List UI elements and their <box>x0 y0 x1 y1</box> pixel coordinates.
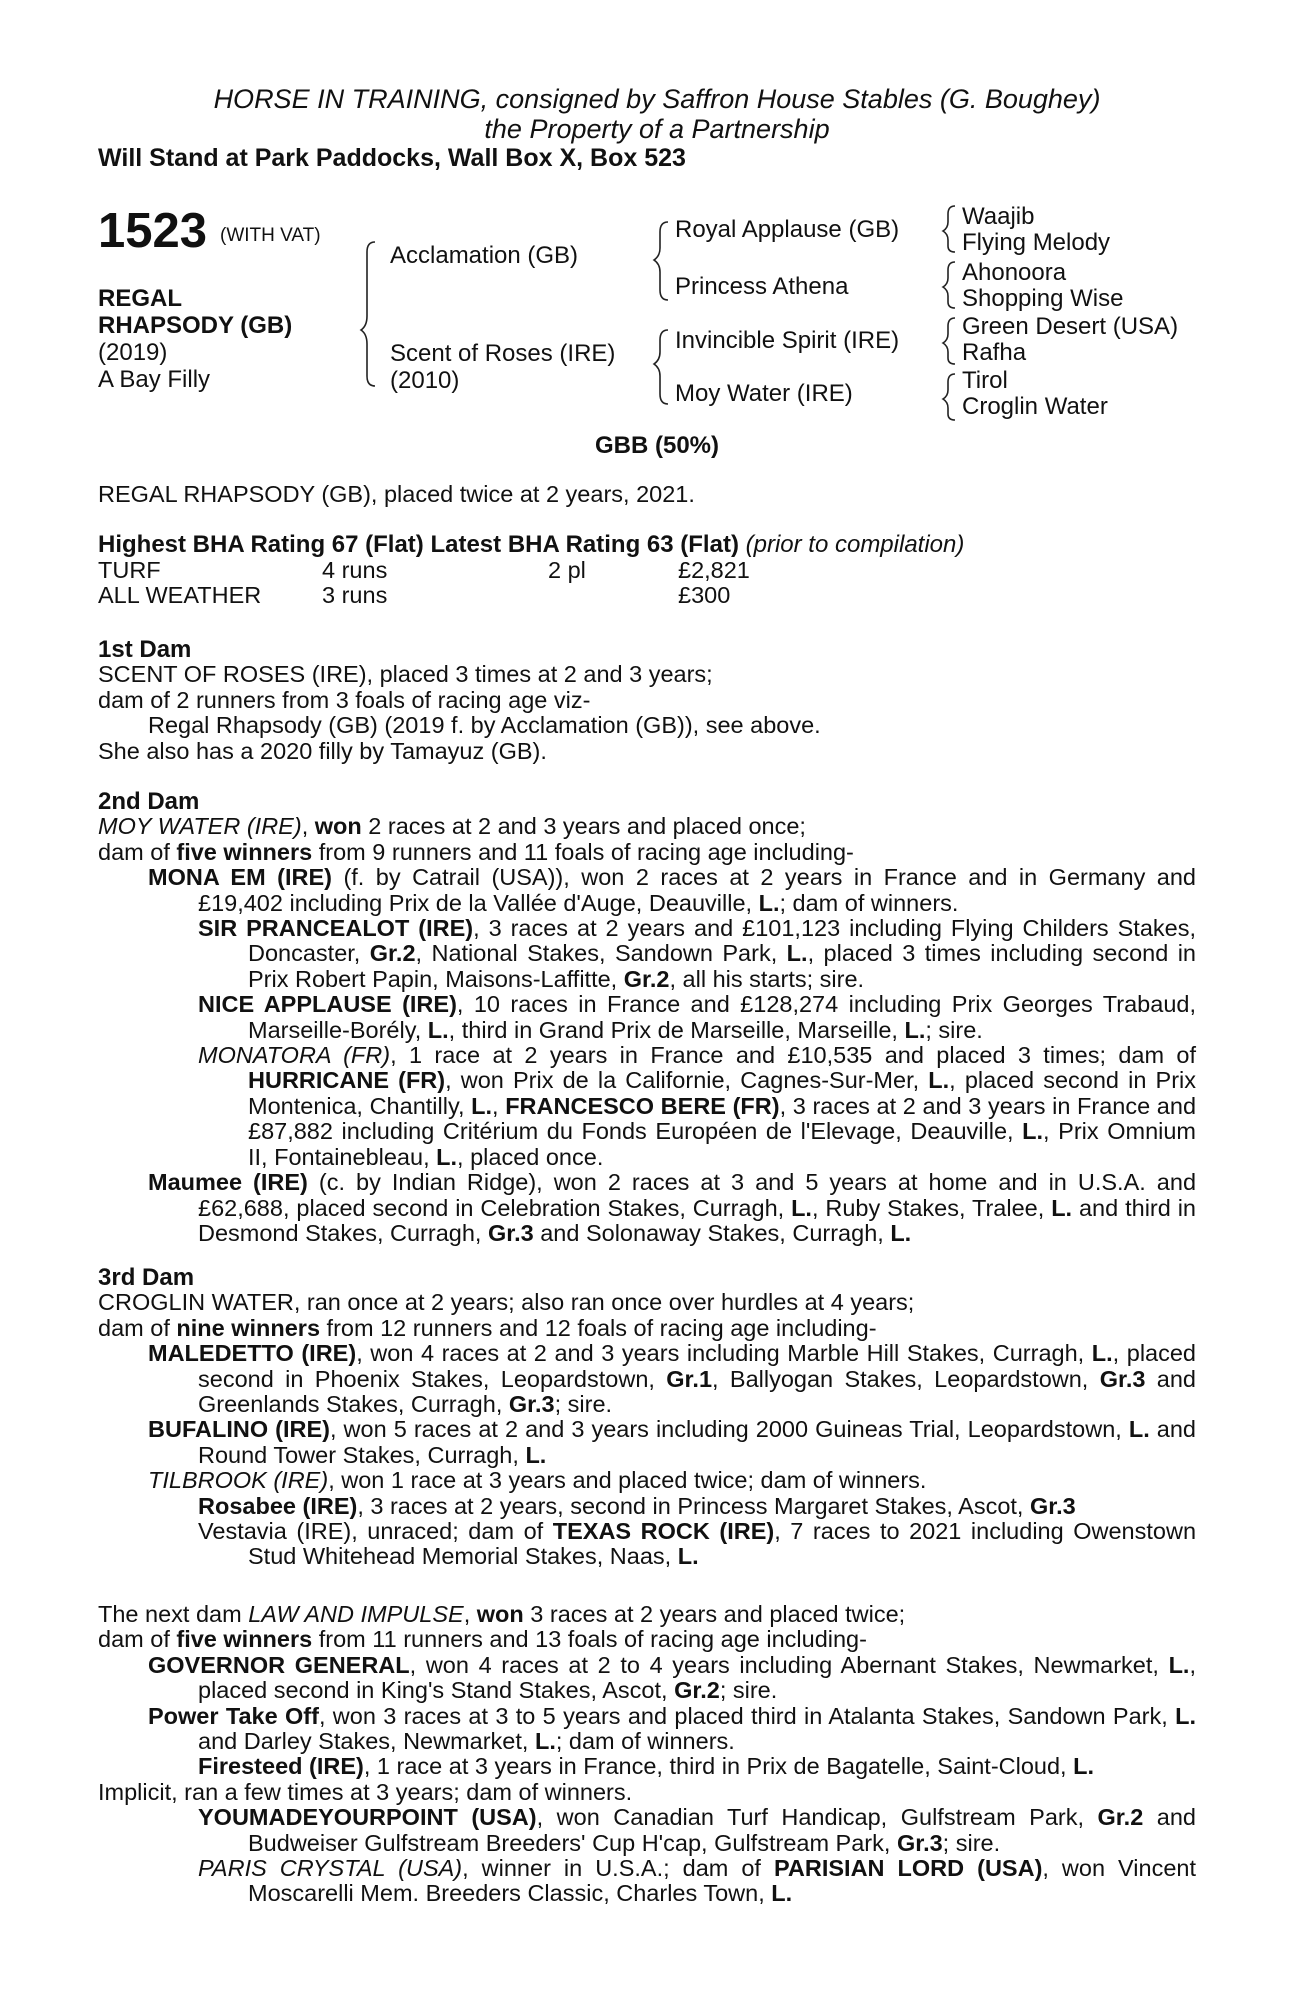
brace-dd <box>943 374 955 420</box>
next-dam-section <box>98 1602 1196 1907</box>
consignor-line: HORSE IN TRAINING, consigned by Saffron House Stables (G. Boughey) <box>213 84 1101 114</box>
ds-sire: Green Desert (USA) <box>962 313 1179 340</box>
first-dam-line3: Regal Rhapsody (GB) (2019 f. by Acclamation (GB)), see above. <box>148 712 821 739</box>
location-line: Will Stand at Park Paddocks, Wall Box X, Box 523 <box>98 144 686 172</box>
first-dam-line2: dam of 2 runners from 3 foals of racing age viz- <box>98 686 591 713</box>
sire-sire: Royal Applause (GB) <box>675 216 900 243</box>
dam-sire: Invincible Spirit (IRE) <box>675 327 900 354</box>
produce-maumee: Maumee (IRE) (c. by Indian Ridge), won 2 races at 3 and 5 years at home and in U.S.A. and £62,688, placed second in Celebration Stakes, Curragh, L., Ruby Stakes, Tralee, L. and third in Desmond Stakes, Curragh, Gr.3 and Solonaway Stakes, Curragh, L. <box>148 1169 1197 1246</box>
first-dam-line1: SCENT OF ROSES (IRE), placed 3 times at 2 and 3 years; <box>98 661 713 688</box>
third-dam-produce: dam of nine winners from 12 runners and 12 foals of racing age including- <box>98 1314 877 1341</box>
produce-implicit: Implicit, ran a few times at 3 years; dam of winners. <box>98 1778 633 1805</box>
produce-mona-em: MONA EM (IRE) (f. by Catrail (USA)), won 2 races at 2 years in France and in Germany and £19,402 including Prix de la Vallée d'Auge, Deauville, L.; dam of winners. <box>148 864 1197 916</box>
brace-dam <box>654 330 668 404</box>
first-dam-line4: She also has a 2020 filly by Tamayuz (GB). <box>98 737 547 764</box>
summary-and-rating <box>98 482 1196 609</box>
all-weather-row: ALL WEATHER 3 runs £300 <box>98 582 731 609</box>
sd-dam: Shopping Wise <box>962 285 1124 312</box>
produce-tilbrook: TILBROOK (IRE), won 1 race at 3 years and placed twice; dam of winners. <box>148 1467 927 1494</box>
brace-main <box>361 242 375 386</box>
property-line: the Property of a Partnership <box>484 114 830 144</box>
third-dam-heading: 3rd Dam <box>98 1264 195 1291</box>
sd-sire: Ahonoora <box>962 259 1067 286</box>
produce-firesteed: Firesteed (IRE), 1 race at 3 years in France, third in Prix de Bagatelle, Saint-Cloud, L. <box>198 1753 1095 1780</box>
first-dam-heading: 1st Dam <box>98 636 192 663</box>
sire-dam: Princess Athena <box>675 273 849 300</box>
gbb-percentage: GBB (50%) <box>594 432 720 459</box>
ss-dam: Flying Melody <box>962 229 1111 256</box>
brace-ss <box>943 206 955 252</box>
ds-dam: Rafha <box>962 339 1027 366</box>
produce-nice-applause: NICE APPLAUSE (IRE), 10 races in France and £128,274 including Prix Georges Trabaud, Marseille-Borély, L., third in Grand Prix de Marseille, Marseille, L.; sire. <box>198 991 1196 1043</box>
horse-description: A Bay Filly <box>98 366 211 393</box>
dam-name: Scent of Roses (IRE) <box>390 340 616 367</box>
brace-sd <box>943 262 955 308</box>
produce-monatora: MONATORA (FR), 1 race at 2 years in France and £10,535 and placed 3 times; dam of HURRICANE (FR), won Prix de la Californie, Cagnes-Sur-Mer, L., placed second in Prix Montenica, Chantilly, L., FRANCESCO BERE (FR), 3 races at 2 and 3 years in France and £87,882 including Critérium du Fonds Européen de l'Elevage, Deauville, L., Prix Omnium II, Fontainebleau, L., placed once. <box>198 1042 1197 1170</box>
horse-name-line1: REGAL <box>98 285 182 312</box>
third-dam-intro: CROGLIN WATER, ran once at 2 years; also ran once over hurdles at 4 years; <box>98 1289 915 1316</box>
third-dam-section <box>98 1265 1196 1570</box>
produce-vestavia: Vestavia (IRE), unraced; dam of TEXAS ROCK (IRE), 7 races to 2021 including Owenstown Stud Whitehead Memorial Stakes, Naas, L. <box>198 1518 1197 1570</box>
rating-heading: Highest BHA Rating 67 (Flat) Latest BHA Rating 63 (Flat) (prior to compilation) <box>98 531 965 559</box>
produce-power-take-off: Power Take Off, won 3 races at 3 to 5 years and placed third in Atalanta Stakes, Sandown Park, L. and Darley Stakes, Newmarket, L.; dam of winners. <box>148 1702 1196 1755</box>
first-dam-section <box>98 637 1196 764</box>
dd-sire: Tirol <box>962 367 1008 394</box>
second-dam-intro: MOY WATER (IRE), won 2 races at 2 and 3 years and placed once; <box>98 813 806 840</box>
brace-sire <box>654 222 668 300</box>
dam-dam: Moy Water (IRE) <box>675 380 853 407</box>
next-dam-intro: The next dam LAW AND IMPULSE, won 3 races at 2 years and placed twice; <box>98 1601 906 1627</box>
turf-row: TURF 4 runs 2 pl £2,821 <box>98 556 750 583</box>
produce-governor-general: GOVERNOR GENERAL, won 4 races at 2 to 4 years including Abernant Stakes, Newmarket, L., placed second in King's Stand Stakes, Ascot, Gr.2; sire. <box>148 1651 1196 1704</box>
brace-ds <box>943 318 955 364</box>
produce-youmadeyourpoint: YOUMADEYOURPOINT (USA), won Canadian Turf Handicap, Gulfstream Park, Gr.2 and Budweiser Gulfstream Breeders' Cup H'cap, Gulfstream Park, Gr.3; sire. <box>198 1804 1196 1856</box>
next-dam-produce: dam of five winners from 11 runners and 13 foals of racing age including- <box>98 1626 867 1653</box>
produce-sir-prancealot: SIR PRANCEALOT (IRE), 3 races at 2 years and £101,123 including Flying Childers Stakes, Doncaster, Gr.2, National Stakes, Sandown Park, L., placed 3 times including second in Prix Robert Papin, Maisons-Laffitte, Gr.2, all his starts; sire. <box>198 915 1196 992</box>
pedigree-braces <box>0 0 1314 450</box>
vat-note: (WITH VAT) <box>220 225 321 246</box>
second-dam-section <box>98 789 1196 1246</box>
ss-sire: Waajib <box>962 203 1035 230</box>
dd-dam: Croglin Water <box>962 393 1108 420</box>
race-summary: REGAL RHAPSODY (GB), placed twice at 2 years, 2021. <box>98 481 695 507</box>
second-dam-produce: dam of five winners from 9 runners and 11 foals of racing age including- <box>98 838 854 865</box>
produce-rosabee: Rosabee (IRE), 3 races at 2 years, second in Princess Margaret Stakes, Ascot, Gr.3 <box>198 1492 1076 1519</box>
dam-year: (2010) <box>390 367 460 394</box>
produce-maledetto: MALEDETTO (IRE), won 4 races at 2 and 3 years including Marble Hill Stakes, Curragh, L., placed second in Phoenix Stakes, Leopardstown, Gr.1, Ballyogan Stakes, Leopardstown, Gr.3 and Greenlands Stakes, Curragh, Gr.3; sire. <box>148 1340 1197 1418</box>
produce-paris-crystal: PARIS CRYSTAL (USA), winner in U.S.A.; dam of PARISIAN LORD (USA), won Vincent Moscarelli Mem. Breeders Classic, Charles Town, L. <box>198 1855 1197 1907</box>
second-dam-heading: 2nd Dam <box>98 788 200 815</box>
lot-number: 1523 <box>98 204 208 258</box>
horse-name-line2: RHAPSODY (GB) <box>98 312 293 339</box>
sire-name: Acclamation (GB) <box>390 242 579 269</box>
horse-year: (2019) <box>98 339 168 366</box>
produce-bufalino: BUFALINO (IRE), won 5 races at 2 and 3 years including 2000 Guineas Trial, Leopardstown, L. and Round Tower Stakes, Curragh, L. <box>148 1416 1196 1468</box>
